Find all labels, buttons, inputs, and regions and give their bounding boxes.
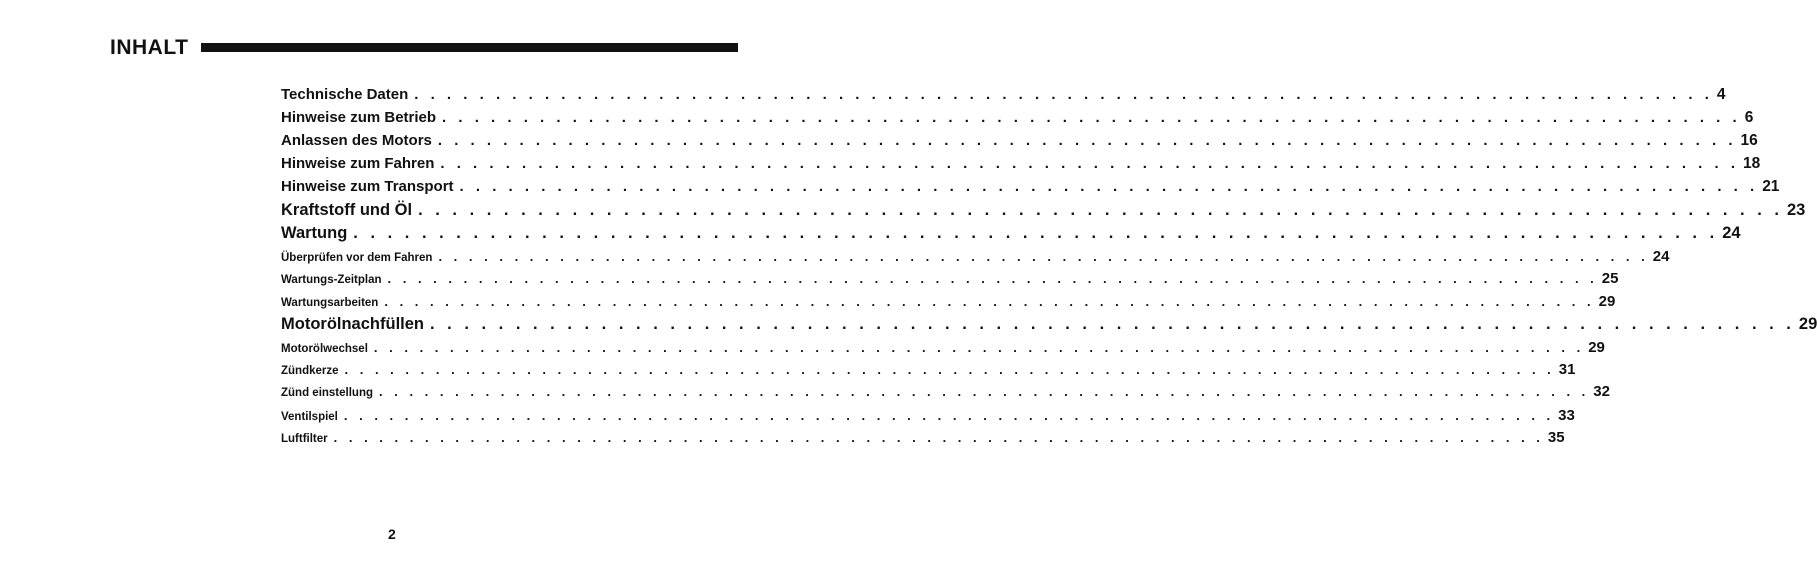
toc-entry [281,293,1616,310]
toc-entry-label: Motorölwechsel [281,343,368,355]
toc-entry-page: 35 [1547,429,1565,446]
toc-leader-dots: . . . . . . . . . . . . . . . . . . . . . . . . . . . . . . . . . . . . . . . . . . . . . . . . . . . . . . . . . . . . . . . . . . . . . . . . . . . . . . . . [353,224,1719,242]
toc-entry [281,109,1754,127]
toc-entry-page: 33 [1558,407,1575,424]
toc-leader-dots: . . . . . . . . . . . . . . . . . . . . . . . . . . . . . . . . . . . . . . . . . . . . . . . . . . . . . . . . . . . . . . . . . . . . . . . . . . . . . . . . [437,132,1737,149]
toc-entry-label: Ventilspiel [281,411,338,423]
toc-entry-label: Wartung [281,224,348,242]
toc-entry [281,178,1780,196]
toc-leader-dots: . . . . . . . . . . . . . . . . . . . . . . . . . . . . . . . . . . . . . . . . . . . . . . . . . . . . . . . . . . . . . . . . . . . . . . . . . . . . . . . . [344,362,1555,377]
toc-entry [281,383,1610,400]
toc-leader-dots: . . . . . . . . . . . . . . . . . . . . . . . . . . . . . . . . . . . . . . . . . . . . . . . . . . . . . . . . . . . . . . . . . . . . . . . . . . . . . . . . [414,86,1713,103]
toc-entry-label: Motorölnachfüllen [281,315,424,333]
toc-leader-dots: . . . . . . . . . . . . . . . . . . . . . . . . . . . . . . . . . . . . . . . . . . . . . . . . . . . . . . . . . . . . . . . . . . . . . . . . . . . . . . . . [333,430,1544,445]
toc-entry-page: 24 [1722,224,1741,242]
toc-entry-label: Technische Daten [281,86,409,103]
toc-entry [281,86,1726,104]
toc-entry-page: 18 [1743,155,1761,172]
toc-entry [281,339,1605,356]
toc-leader-dots: . . . . . . . . . . . . . . . . . . . . . . . . . . . . . . . . . . . . . . . . . . . . . . . . . . . . . . . . . . . . . . . . . . . . . . . . . . . . . . . . [442,109,1741,126]
toc-entry [281,315,1817,334]
toc-entry [281,407,1575,424]
toc-leader-dots: . . . . . . . . . . . . . . . . . . . . . . . . . . . . . . . . . . . . . . . . . . . . . . . . . . . . . . . . . . . . . . . . . . . . . . . . . . . . . . . . [440,155,1740,172]
toc-leader-dots: . . . . . . . . . . . . . . . . . . . . . . . . . . . . . . . . . . . . . . . . . . . . . . . . . . . . . . . . . . . . . . . . . . . . . . . . . . . . . . . . [384,294,1595,309]
toc-entry-page: 29 [1798,315,1817,333]
toc-leader-dots: . . . . . . . . . . . . . . . . . . . . . . . . . . . . . . . . . . . . . . . . . . . . . . . . . . . . . . . . . . . . . . . . . . . . . . . . . . . . . . . . [373,340,1585,355]
toc-entry-page: 16 [1740,132,1758,149]
toc-entry-label: Zünd einstellung [281,387,373,399]
toc-entry-page: 23 [1786,201,1806,219]
toc-entry-page: 24 [1652,248,1670,265]
toc-entry-label: Kraftstoff und Öl [281,201,413,219]
heading-rule [201,43,738,52]
toc-entry [281,248,1670,265]
toc-entry [281,224,1741,243]
toc-entry-label: Wartungs-Zeitplan [281,274,382,286]
toc-leader-dots: . . . . . . . . . . . . . . . . . . . . . . . . . . . . . . . . . . . . . . . . . . . . . . . . . . . . . . . . . . . . . . . . . . . . . . . . . . . . . . . . [418,201,1783,219]
toc-entry-label: Überprüfen vor dem Fahren [281,252,433,264]
toc-entry-page: 32 [1593,383,1610,400]
toc-entry-page: 29 [1598,293,1616,310]
toc-entry-label: Hinweise zum Betrieb [281,109,437,126]
toc-entry-label: Hinweise zum Fahren [281,155,435,172]
toc-entry-page: 4 [1716,86,1726,103]
toc-leader-dots: . . . . . . . . . . . . . . . . . . . . . . . . . . . . . . . . . . . . . . . . . . . . . . . . . . . . . . . . . . . . . . . . . . . . . . . . . . . . . . . . [379,384,1590,399]
toc-leader-dots: . . . . . . . . . . . . . . . . . . . . . . . . . . . . . . . . . . . . . . . . . . . . . . . . . . . . . . . . . . . . . . . . . . . . . . . . . . . . . . . . [343,408,1555,423]
toc-entry-page: 21 [1762,178,1780,195]
toc-entry-page: 31 [1558,361,1576,378]
toc-entry-label: Wartungsarbeiten [281,297,379,309]
toc-entry [281,132,1758,150]
toc-entry [281,201,1806,220]
toc-leader-dots: . . . . . . . . . . . . . . . . . . . . . . . . . . . . . . . . . . . . . . . . . . . . . . . . . . . . . . . . . . . . . . . . . . . . . . . . . . . . . . . . [430,315,1795,333]
toc-leader-dots: . . . . . . . . . . . . . . . . . . . . . . . . . . . . . . . . . . . . . . . . . . . . . . . . . . . . . . . . . . . . . . . . . . . . . . . . . . . . . . . . [459,178,1759,195]
toc-leader-dots: . . . . . . . . . . . . . . . . . . . . . . . . . . . . . . . . . . . . . . . . . . . . . . . . . . . . . . . . . . . . . . . . . . . . . . . . . . . . . . . . [387,271,1598,286]
toc-entry-label: Hinweise zum Transport [281,178,454,195]
toc-entry-label: Zündkerze [281,365,339,377]
toc-entry [281,429,1565,446]
toc-leader-dots: . . . . . . . . . . . . . . . . . . . . . . . . . . . . . . . . . . . . . . . . . . . . . . . . . . . . . . . . . . . . . . . . . . . . . . . . . . . . . . . . [438,249,1649,264]
toc-entry-label: Luftfilter [281,433,328,445]
toc-heading: INHALT [110,36,189,59]
toc-entry [281,155,1761,173]
toc-entry [281,361,1576,378]
toc-entry-page: 25 [1601,270,1619,287]
toc-entry-label: Anlassen des Motors [281,132,432,149]
toc-entry [281,270,1619,287]
toc-entry-page: 6 [1744,109,1754,126]
toc-entry-page: 29 [1588,339,1605,356]
page-number: 2 [388,526,396,542]
